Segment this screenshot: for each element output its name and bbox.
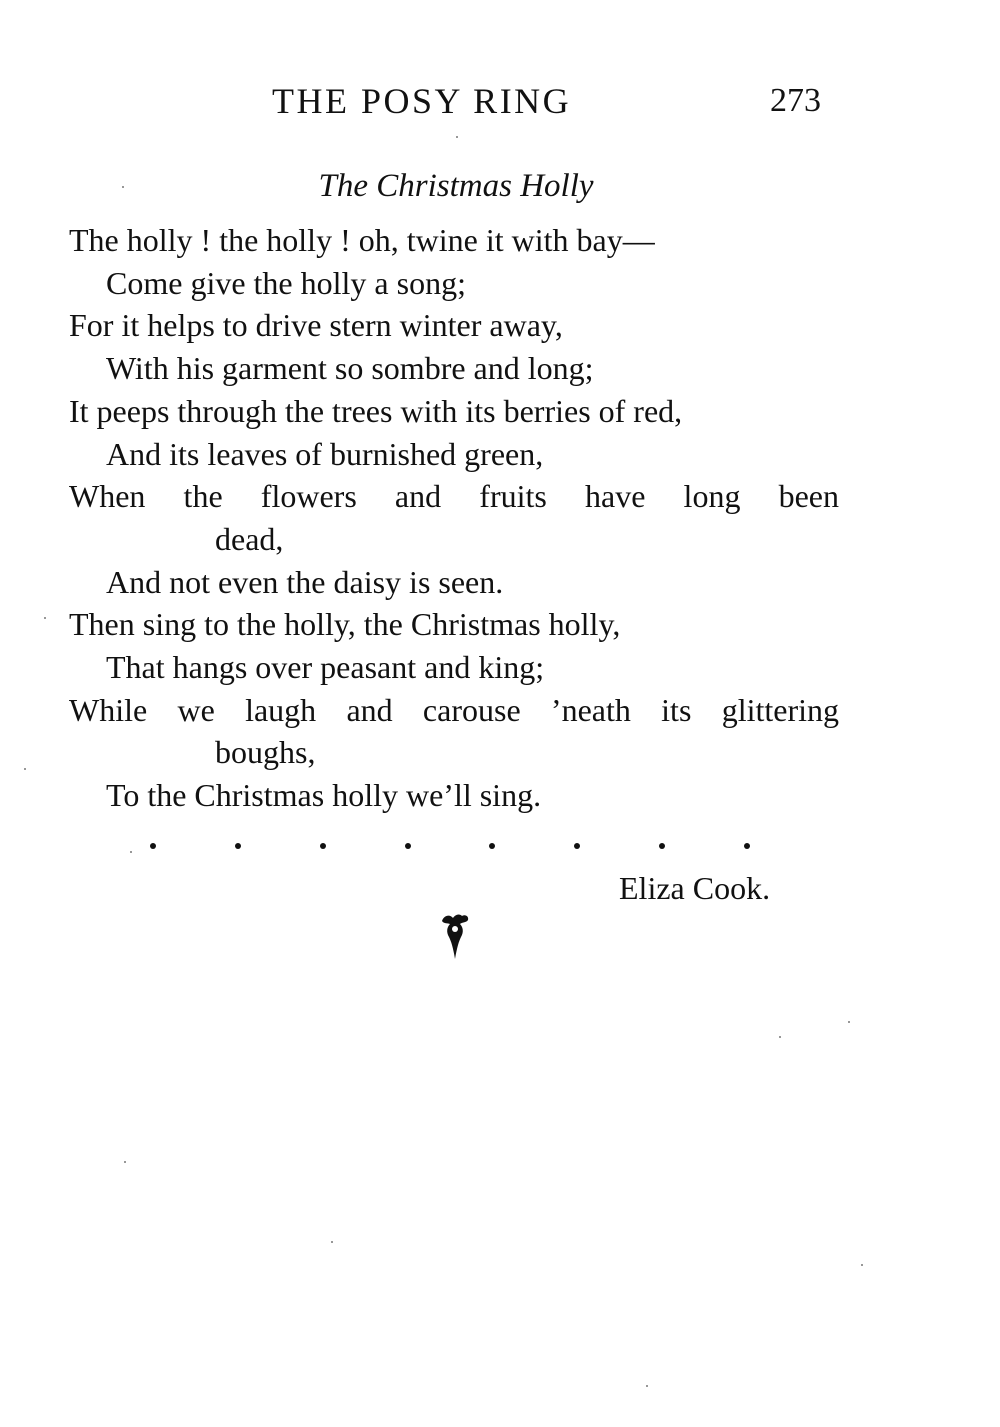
poem-line: And not even the daisy is seen. xyxy=(106,563,504,600)
omission-dot xyxy=(574,843,580,849)
omission-dot xyxy=(235,843,241,849)
poem-line: Then sing to the holly, the Christmas holly, xyxy=(69,606,621,643)
paper-speck xyxy=(24,768,26,770)
poem-line-turnover: dead, xyxy=(215,520,284,557)
paper-speck xyxy=(122,186,124,188)
paper-speck xyxy=(130,851,132,853)
omission-dot xyxy=(489,843,495,849)
running-head xyxy=(0,76,1000,126)
poem-line: And its leaves of burnished green, xyxy=(106,435,544,472)
poem-line: The holly ! the holly ! oh, twine it with bay— xyxy=(69,222,655,258)
poem-line: It peeps through the trees with its berries of red, xyxy=(69,392,683,429)
paper-speck xyxy=(456,136,458,138)
paper-speck xyxy=(779,1036,781,1038)
poem-author: Eliza Cook. xyxy=(619,870,771,906)
running-title: THE POSY RING xyxy=(272,81,572,121)
paper-speck xyxy=(861,1264,863,1266)
poem-body xyxy=(69,219,839,817)
poem-line: While we laugh and carouse ’neath its glittering xyxy=(69,691,839,728)
poem-title: The Christmas Holly xyxy=(318,168,594,204)
poem-line: When the flowers and fruits have long been xyxy=(69,478,839,515)
paper-speck xyxy=(44,617,46,619)
paper-speck xyxy=(124,1161,126,1163)
poem-line: For it helps to drive stern winter away, xyxy=(69,307,563,344)
paper-speck xyxy=(848,1021,850,1023)
omission-dot xyxy=(320,843,326,849)
poem-line: Come give the holly a song; xyxy=(106,264,466,301)
poem-line: That hangs over peasant and king; xyxy=(106,649,545,686)
paper-speck xyxy=(331,1241,333,1243)
omission-dots xyxy=(150,826,750,866)
omission-dot xyxy=(405,843,411,849)
page-number: 273 xyxy=(770,82,821,119)
fleuron-icon xyxy=(438,913,472,961)
omission-dot xyxy=(150,843,156,849)
poem-line-turnover: boughs, xyxy=(215,734,316,771)
paper-speck xyxy=(646,1385,648,1387)
omission-dot xyxy=(659,843,665,849)
omission-dot xyxy=(744,843,750,849)
poem-line: With his garment so sombre and long; xyxy=(106,350,594,387)
poem-line: To the Christmas holly we’ll sing. xyxy=(106,777,542,814)
